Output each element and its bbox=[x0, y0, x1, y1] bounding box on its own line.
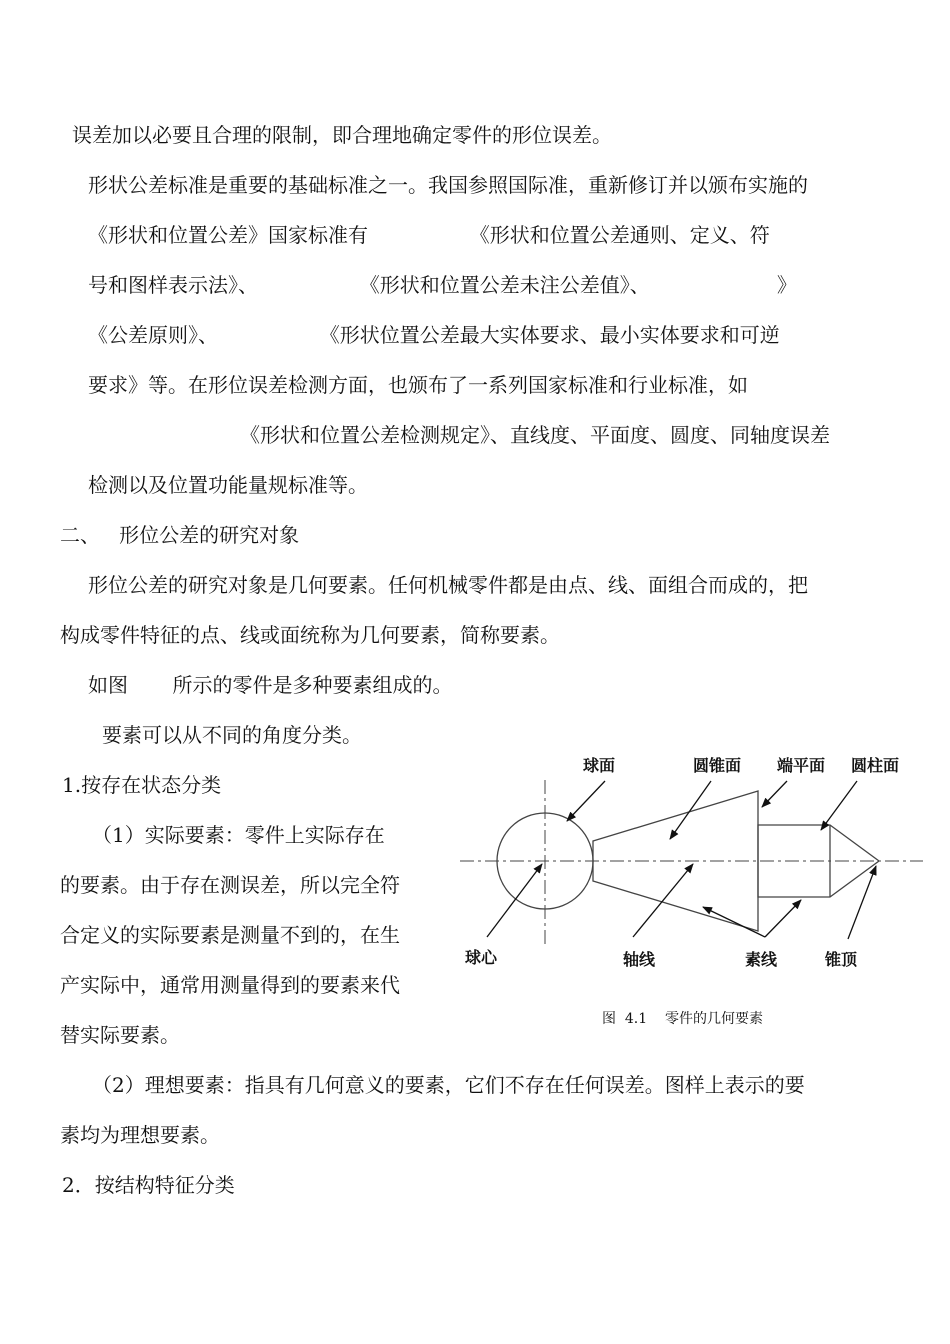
text-line-4: 号和图样表示法》、 《形状和位置公差未注公差值》、 》 bbox=[88, 273, 797, 297]
text-line-5: 《公差原则》、 《形状位置公差最大实体要求、最小实体要求和可逆 bbox=[88, 323, 780, 347]
text-line-15: （1）实际要素：零件上实际存在 bbox=[92, 823, 385, 847]
figure-caption: 图 4.1 零件的几何要素 bbox=[602, 1011, 763, 1027]
text-line-11: 构成零件特征的点、线或面统称为几何要素，简称要素。 bbox=[60, 623, 560, 647]
label-sphere-surface: 球面 bbox=[582, 756, 616, 775]
text-line-1: 误差加以必要且合理的限制，即合理地确定零件的形位误差。 bbox=[72, 123, 612, 147]
subheading-1: 1.按存在状态分类 bbox=[62, 773, 222, 797]
text-line-18: 产实际中，通常用测量得到的要素来代 bbox=[60, 973, 400, 997]
text-line-16: 的要素。由于存在测误差，所以完全符 bbox=[60, 873, 400, 897]
label-end-plane: 端平面 bbox=[776, 756, 826, 775]
section-heading: 二、 形位公差的研究对象 bbox=[60, 523, 300, 547]
arrow-cone-apex bbox=[848, 866, 876, 939]
arrow-axis bbox=[633, 864, 693, 937]
arrow-cylinder-surface bbox=[821, 781, 857, 830]
subheading-2: 2．按结构特征分类 bbox=[62, 1173, 235, 1197]
arrow-sphere-center bbox=[487, 864, 542, 937]
arrow-generatrix-cylinder bbox=[765, 900, 801, 937]
text-line-20: （2）理想要素：指具有几何意义的要素，它们不存在任何误差。图样上表示的要 bbox=[92, 1073, 805, 1097]
text-line-3: 《形状和位置公差》国家标准有 《形状和位置公差通则、定义、符 bbox=[88, 223, 770, 247]
text-line-8: 检测以及位置功能量规标准等。 bbox=[88, 473, 368, 497]
text-line-6: 要求》等。在形位误差检测方面，也颁布了一系列国家标准和行业标准，如 bbox=[88, 373, 748, 397]
label-cone-surface: 圆锥面 bbox=[692, 756, 742, 775]
label-generatrix: 素线 bbox=[744, 950, 778, 969]
arrow-end-plane bbox=[762, 781, 787, 807]
arrow-cone-surface bbox=[670, 781, 711, 839]
text-line-2: 形状公差标准是重要的基础标准之一。我国参照国际准，重新修订并以颁布实施的 bbox=[88, 173, 808, 197]
label-cylinder-surface: 圆柱面 bbox=[850, 756, 900, 775]
text-line-12: 如图 所示的零件是多种要素组成的。 bbox=[88, 673, 453, 697]
text-line-21: 素均为理想要素。 bbox=[60, 1123, 220, 1147]
label-axis: 轴线 bbox=[622, 950, 656, 969]
label-sphere-center: 球心 bbox=[464, 948, 498, 967]
text-line-7: 《形状和位置公差检测规定》、直线度、平面度、圆度、同轴度误差 bbox=[240, 423, 830, 447]
text-line-17: 合定义的实际要素是测量不到的，在生 bbox=[60, 923, 400, 947]
arrow-sphere-surface bbox=[567, 781, 605, 821]
label-cone-apex: 锥顶 bbox=[824, 950, 858, 969]
part-geometry-figure bbox=[455, 745, 935, 985]
text-line-19: 替实际要素。 bbox=[60, 1023, 180, 1047]
text-line-10: 形位公差的研究对象是几何要素。任何机械零件都是由点、线、面组合而成的，把 bbox=[88, 573, 808, 597]
text-line-13: 要素可以从不同的角度分类。 bbox=[102, 723, 362, 747]
arrow-generatrix-cone bbox=[703, 907, 765, 937]
